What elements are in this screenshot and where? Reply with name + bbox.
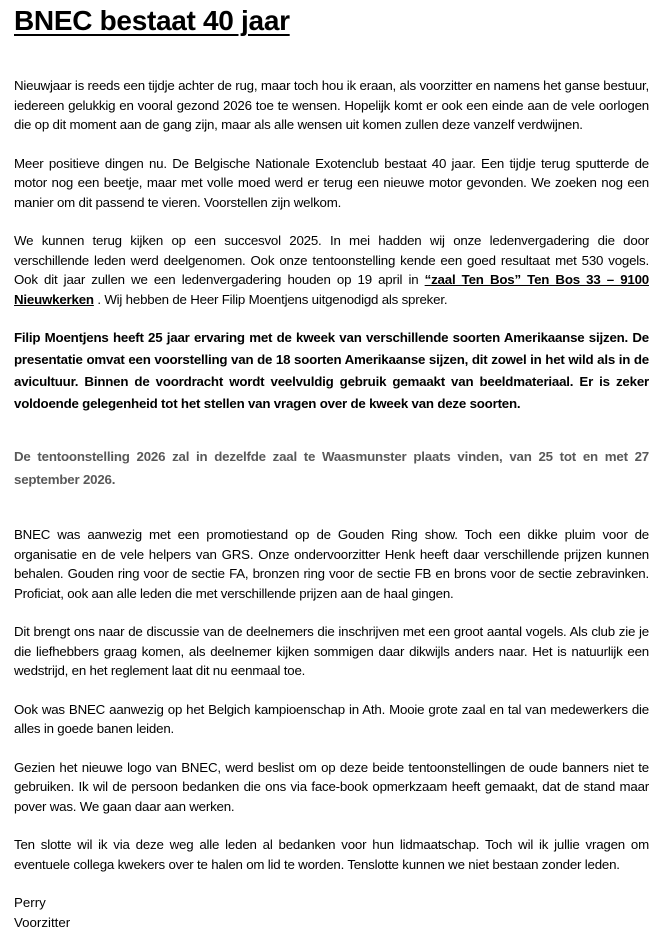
meeting-intro-text: We kunnen terug kijken op een succesvol 2025. In mei hadden wij onze ledenvergadering die door verschillende leden werd deelgenomen. Ook onze tentoonstelling kende een goed resultaat met 530 vogels. Ook dit jaar zullen we een ledenvergadering houden op 19 april in xyxy=(14,233,649,287)
paragraph-discussion: Dit brengt ons naar de discussie van de deelnemers die inschrijven met een groot aantal vogels. Als club zie je die liefhebbers graag komen, als deelnemer kijken sommigen daar dikwijls anders naar. Het is natuurlijk een wedstrijd, en het reglement laat dit nu eenmaal toe. xyxy=(14,622,649,681)
signature-name: Perry xyxy=(14,893,649,913)
paragraph-new-year: Nieuwjaar is reeds een tijdje achter de rug, maar toch hou ik eraan, als voorzitter en namens het ganse bestuur, iedereen gelukkig en vooral gezond 2026 toe te wensen. Hopelijk komt er ook een einde aan de vele oorlogen die op dit moment aan de gang zijn, maar als alle wensen uit komen zullen deze vanzelf verdwijnen. xyxy=(14,76,649,135)
paragraph-anniversary: Meer positieve dingen nu. De Belgische Nationale Exotenclub bestaat 40 jaar. Een tijdje terug sputterde de motor nog een beetje, maar met volle moed werd er terug een nieuwe motor gevonden. We zoeken nog een manier om dit passend te vieren. Voorstellen zijn welkom. xyxy=(14,154,649,213)
paragraph-belgian-championship: Ook was BNEC aanwezig op het Belgich kampioenschap in Ath. Mooie grote zaal en tal van medewerkers die alles in goede banen leiden. xyxy=(14,700,649,739)
paragraph-new-logo: Gezien het nieuwe logo van BNEC, werd beslist om op deze beide tentoonstellingen de oude banners niet te gebruiken. Ik wil de persoon bedanken die ons via face-book opmerkzaam heeft gemaakt, dat de stand maar pover was. We gaan daar aan werken. xyxy=(14,758,649,817)
meeting-location: “zaal Ten Bos” Ten Bos 33 – 9100 Nieuwkerken xyxy=(14,272,649,307)
paragraph-member-meeting xyxy=(14,231,649,309)
paragraph-gouden-ring: BNEC was aanwezig met een promotiestand op de Gouden Ring show. Toch een dikke pluim voor de organisatie en de vele helpers van GRS. Onze ondervoorzitter Henk heeft daar verschillende prijzen kunnen behalen. Gouden ring voor de sectie FA, bronzen ring voor de sectie FB en brons voor de sectie zebravinken. Proficiat, ook aan alle leden die met verschillende prijzen aan de haal gingen. xyxy=(14,525,649,603)
meeting-speaker-text: . Wij hebben de Heer Filip Moentjens uitgenodigd als spreker. xyxy=(94,292,447,307)
page-title: BNEC bestaat 40 jaar xyxy=(14,0,649,44)
paragraph-speaker-bio: Filip Moentjens heeft 25 jaar ervaring met de kweek van verschillende soorten Amerikaanse sijzen. De presentatie omvat een voorstelling van de 18 soorten Amerikaanse sijzen, dit zowel in het wild als in de avicultuur. Binnen de voordracht wordt veelvuldig gebruik gemaakt van beeldmateriaal. Er is zeker voldoende gelegenheid tot het stellen van vragen over de kweek van deze soorten. xyxy=(14,327,649,415)
paragraph-exhibition-2026: De tentoonstelling 2026 zal in dezelfde zaal te Waasmunster plaats vinden, van 25 tot en met 27 september 2026. xyxy=(14,445,649,491)
signature-role: Voorzitter xyxy=(14,913,649,932)
paragraph-closing: Ten slotte wil ik via deze weg alle leden al bedanken voor hun lidmaatschap. Toch wil ik jullie vragen om eventuele collega kwekers over te halen om lid te worden. Tenslotte kunnen we niet bestaan zonder leden. xyxy=(14,835,649,874)
